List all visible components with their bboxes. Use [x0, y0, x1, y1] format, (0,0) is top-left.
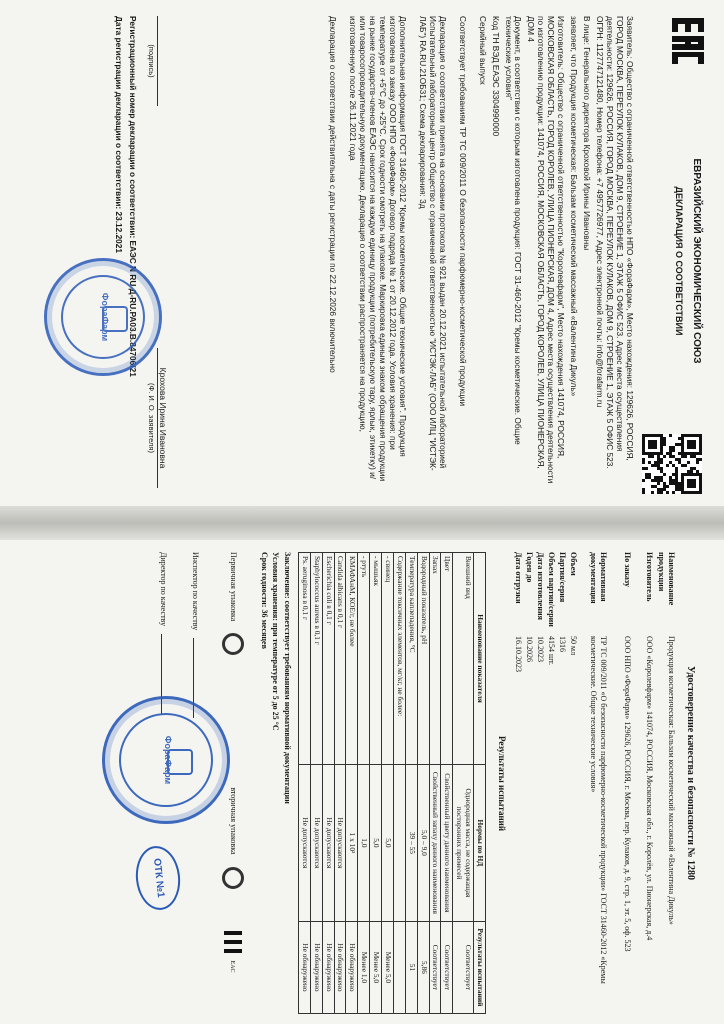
- table-cell-indicator: Содержание токсичных элементов, мг/кг, не более:: [394, 553, 406, 765]
- field-shipment: Дата отгрузки 16.10.2023: [514, 552, 523, 672]
- recycle-icon: [222, 633, 244, 655]
- table-cell-indicator: Ps. aeruginosa в 0,1 г: [299, 553, 311, 765]
- applicant-paragraph: Заявитель: Общество с ограниченной ответственностью НПО «ФораФарм», Место нахождения: 129626, РОССИЯ, ГОРОД МОСКВА, ПЕРЕУЛОК КУЛАКОВ, ДОМ 9, СТРОЕНИЕ 1, ЭТАЖ 5 ОФИС 523. Адрес места осуществления деятельности: 129626, РОССИЯ, ГОРОД МОСКВА, ПЕРЕУЛОК КУЛАКОВ, ДОМ 9, СТРОЕНИЕ 1, ЭТАЖ 5 ОФИС 523. ОГРН: 1127747121480, Номер телефона: +7 4957726977, Адрес электронной почты: info@forafarm.ru: [595, 16, 635, 469]
- table-cell-indicator: Водородный показатель, pH: [417, 553, 429, 765]
- compliance-paragraph: Соответствует требованиям ТР ТС 009/2011 О безопасности парфюмерно-косметической продукции: [457, 16, 468, 406]
- table-cell-result: Менее 1,0: [358, 921, 370, 1013]
- eac-mark: [672, 18, 704, 58]
- table-cell-norm: Не допускаются: [299, 765, 311, 922]
- table-cell-norm: 39 – 55: [405, 765, 417, 922]
- table-row: [394, 553, 406, 1014]
- secondary-packaging-label: вторичная упаковка: [229, 787, 239, 855]
- signer-name: Крохова Ирина Ивановна: [158, 367, 168, 469]
- field-batch-size: Объем партии/серии 4154 шт.: [547, 552, 556, 666]
- conclusion-block: [257, 552, 292, 1018]
- certificate-sheet: [24, 546, 700, 1018]
- table-row: [310, 553, 322, 1014]
- table-cell-result: Менее 5,0: [382, 921, 394, 1013]
- table-cell-indicator: КМАФАнМ, КОЕ/г, не более: [346, 553, 358, 765]
- table-row: [429, 553, 441, 1014]
- table-row: [299, 553, 311, 1014]
- hs-code: Код ТН ВЭД ЕАЭС 3304990000: [490, 16, 501, 137]
- declaration-title: ДЕКЛАРАЦИЯ О СООТВЕТСТВИИ: [674, 186, 684, 336]
- recycle-icon-2: [222, 867, 244, 889]
- table-cell-indicator: Escherichia coli в 0,1 г: [322, 553, 334, 765]
- field-customer: По заказу ООО НПО «ФораФарм» 129626, РОССИЯ, г. Москва, пер. Кулаков, д. 9, стр. 1, эт. 5, оф. 523: [623, 552, 632, 952]
- table-cell-indicator: Внешний вид: [453, 553, 474, 765]
- table-cell-result: [394, 921, 406, 1013]
- table-row: [346, 553, 358, 1014]
- trade-house-seal: [102, 696, 230, 824]
- results-title: Результаты испытаний: [497, 736, 507, 832]
- company-seal: [44, 258, 162, 376]
- field-standards: Нормативная документация ТР ТС 009/2011 «О безопасности парфюмерно-косметической продукции» ГОСТ 31460-2012 «Кремы косметические. Общие технические условия»: [589, 552, 608, 984]
- additional-info-paragraph: Дополнительная информация ГОСТ 31460-2012 "Кремы косметические. Общие технические условия". Продукция изготовлена по заказу ООО НПО «ФораФарм» Договор подряда № 1 от 20.12.2012 года. Условия хранения: при температуре от +5°С до +25°С. Срок годности смотреть на упаковке. Маркировка единым знаком обращения продукции на рынке государств-членов ЕАЭС наносится на каждую единицу продукции (потребительскую тару, ярлык, этикетку) и/или товаросопроводительную документацию. Декларация о соответствии распространяется на продукцию, изготовленную после 26.11.2021 года: [348, 16, 408, 482]
- table-cell-norm: Не допускаются: [310, 765, 322, 922]
- table-row: [441, 553, 453, 1014]
- table-row: [322, 553, 334, 1014]
- storage-conditions: Условия хранения: при температуре от 5 до 25 °С: [271, 552, 281, 731]
- shelf-life: Срок годности: 36 месяцев: [259, 552, 269, 649]
- table-cell-result: 5,86: [417, 921, 429, 1013]
- field-manufacturer: Изготовитель ООО «Королевфарм» 141074, РОССИЯ, Московская обл., г. Королёв, ул. Пионерская, д.4: [645, 552, 654, 941]
- director-label: Директор по качеству: [159, 552, 169, 627]
- table-cell-result: Менее 5,0: [370, 921, 382, 1013]
- table-row: [382, 553, 394, 1014]
- table-cell-indicator: Цвет: [441, 553, 453, 765]
- signature-label: (подпись): [147, 16, 158, 106]
- declaration-header: [673, 96, 702, 426]
- table-cell-norm: Однородная масса, не содержащая посторонних примесей: [453, 765, 474, 922]
- product-paragraph: заявляет, что Продукция косметическая: Бальзам косметический массажный «Валентина Дикуль»: [569, 16, 580, 397]
- table-cell-result: Не обнаружено: [299, 921, 311, 1013]
- qr-code: [642, 434, 702, 494]
- field-batch: Партия/серия 1316: [558, 552, 567, 652]
- table-cell-result: Не обнаружено: [334, 921, 346, 1013]
- table-cell-indicator: Staphylococcus aureus в 0,1 г: [310, 553, 322, 765]
- table-cell-result: Соответствует: [441, 921, 453, 1013]
- table-row: [453, 553, 474, 1014]
- table-row: [358, 553, 370, 1014]
- page-fold: [0, 506, 724, 540]
- union-name: ЕВРАЗИЙСКИЙ ЭКОНОМИЧЕСКИЙ СОЮЗ: [691, 158, 702, 364]
- primary-packaging-label: Первичная упаковка: [229, 552, 239, 622]
- results-table: [298, 552, 486, 1014]
- signature-block: [109, 16, 188, 488]
- table-cell-result: Соответствует: [429, 921, 441, 1013]
- signer-label: (Ф. И. О. заявителя): [147, 348, 158, 488]
- manufacturer-paragraph: Изготовитель: Общество с ограниченной ответственностью "Королевфарм", Место нахождения 141074, РОССИЯ, МОСКОВСКАЯ ОБЛАСТЬ, ГОРОД КОРОЛЕВ, УЛИЦА ПИОНЕРСКАЯ, ДОМ 4, Адрес места осуществления деятельности по изготовлению продукции: 141074, РОССИЯ, МОСКОВСКАЯ ОБЛАСТЬ, ГОРОД КОРОЛЕВ, УЛИЦА ПИОНЕРСКАЯ, ДОМ 4: [526, 16, 567, 484]
- serial-release: Серийный выпуск: [477, 16, 488, 85]
- table-cell-norm: Свойственный цвету данного наименования: [441, 765, 453, 922]
- table-cell-norm: [394, 765, 406, 922]
- declaration-sheet: [32, 6, 708, 502]
- table-cell-result: Не обнаружено: [346, 921, 358, 1013]
- table-header-row: Наименование показателя Нормы по НД Результаты испытаний: [474, 553, 486, 1014]
- otk-stamp: ОТК №1: [133, 844, 183, 912]
- table-cell-result: Не обнаружено: [310, 921, 322, 1013]
- registration-number: Регистрационный номер декларации о соответствии: ЕАЭС N RU Д-RU.РА03.В.84706/21: [127, 16, 138, 377]
- seal-text: ФораФарм: [99, 292, 110, 342]
- packaging-row: [222, 552, 244, 1018]
- table-row: [334, 553, 346, 1014]
- table-cell-norm: 5,0: [370, 765, 382, 922]
- table-cell-indicator: - ртуть: [358, 553, 370, 765]
- certificate-title: Удостоверение качества и безопасности № 1280: [685, 666, 696, 881]
- table-cell-indicator: Candida albicans в 0,1 г: [334, 553, 346, 765]
- table-cell-norm: Не допускаются: [322, 765, 334, 922]
- table-cell-norm: 1 x 10³: [346, 765, 358, 922]
- field-manufactured: Дата изготовления 10.2023: [536, 552, 545, 662]
- table-cell-result: Соответствует: [453, 921, 474, 1013]
- standard-paragraph: Документ, в соответствии с которым изготовлена продукция: ГОСТ 31-460-2012 "Кремы косметические. Общие технические условия": [503, 16, 524, 445]
- table-cell-indicator: - свинец: [382, 553, 394, 765]
- table-cell-indicator: Температура каплепадения, °С: [405, 553, 417, 765]
- eac-mark-small: [224, 931, 242, 955]
- table-cell-norm: 5,0: [382, 765, 394, 922]
- inspector-label: Инспектор по качеству: [191, 552, 200, 631]
- table-cell-indicator: Запах: [429, 553, 441, 765]
- field-expiry: Годен до 10.2026: [525, 552, 534, 662]
- seal-text: ФораФарм: [163, 735, 174, 785]
- table-cell-result: 51: [405, 921, 417, 1013]
- registration-date: Дата регистрации декларации о соответствии: 23.12.2021: [113, 16, 124, 254]
- table-cell-norm: 1,0: [358, 765, 370, 922]
- table-row: [417, 553, 429, 1014]
- conclusion: Заключение: соответствует требованиям нормативной документации: [283, 552, 292, 804]
- field-volume: Объем 50 мл: [569, 552, 578, 656]
- table-cell-norm: Свойственный запаху данного наименования: [429, 765, 441, 922]
- validity-paragraph: Декларация о соответствии действительна с даты регистрации по 22.12.2026 включительно: [328, 16, 339, 373]
- declaration-body: [324, 16, 634, 488]
- table-cell-norm: 5,0 – 9,0: [417, 765, 429, 922]
- table-row: [405, 553, 417, 1014]
- basis-paragraph: Декларация о соответствии принята на основании протокола № 921 выдан 20.12.2021 испытательной лабораторией Испытательный лабораторный центр Общество с ограниченной ответственностью "ИСТЭК-ЛАБ" (ООО ИЛЦ "ИСТЭК-ЛАБ") RA.RU.21ОБ31; Схема декларирования: 3д: [417, 16, 448, 471]
- eac-mark-text: EAC: [229, 960, 236, 973]
- field-product: Наименование продукции Продукция косметическая: Бальзам косметический массажный «Валентина Дикуль»: [657, 552, 676, 925]
- table-cell-indicator: - мышьяк: [370, 553, 382, 765]
- table-row: [370, 553, 382, 1014]
- table-cell-norm: Не допускаются: [334, 765, 346, 922]
- table-cell-result: Не обнаружено: [322, 921, 334, 1013]
- representative-paragraph: В лице: Генерального директора Кроховой Ирины Ивановны: [582, 16, 593, 251]
